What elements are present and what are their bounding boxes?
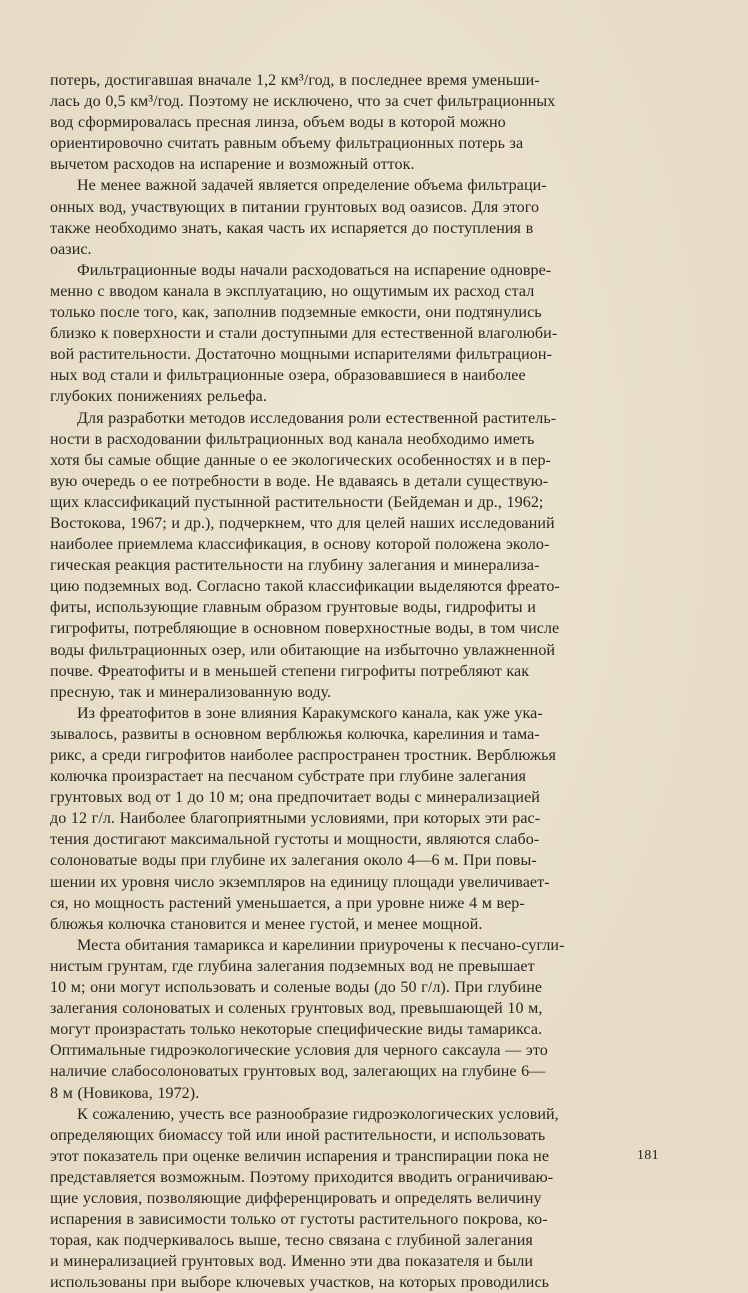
paragraph-3: Фильтрационные воды начали расходоваться на испарение одновре- менно с вводом канала в эксплуатацию, но ощутимым их расход стал только после того, как, заполнив подземные емкости, они подтянулись близко к поверхности и стали доступными для естественной влаголюби- вой растительности. Достаточно мощными испарителями фильтрацион- ных вод стали и фильтрационные озера, образовавшиеся в наиболее глубоких понижениях рельефа. — [50, 261, 558, 406]
paragraph-4: Для разработки методов исследования роли естественной раститель- ности в расходовании фильтрационных вод канала необходимо иметь хотя бы самые общие данные о ее экологических особенностях и в пер- вую очередь о ее потребности в воде. Не вдаваясь в детали существую- щих классификаций пустынной растительности (Бейдеман и др., 1962; Востокова, 1967; и др.), подчеркнем, что для целей наших исследований наиболее приемлема классификация, в основу которой положена эколо- гическая реакция растительности на глубину залегания и минерализа- цию подземных вод. Согласно такой классификации выделяются фреато- фиты, использующие главным образом грунтовые воды, гидрофиты и гигрофиты, потребляющие в основном поверхностные воды, в том числе воды фильтрационных озер, или обитающие на избыточно увлажненной почве. Фреатофиты и в меньшей степени гигрофиты потребляют как пресную, так и минерализованную воду. — [50, 409, 560, 701]
paragraph-5: Из фреатофитов в зоне влияния Каракумского канала, как уже ука- зывалось, развиты в основном верблюжья колючка, карелиния и тама- рикс, а среди гигрофитов наиболее распространен тростник. Верблюжья колючка произрастает на песчаном субстрате при глубине залегания грунтовых вод от 1 до 10 м; она предпочитает воды с минерализацией до 12 г/л. Наиболее благоприятными условиями, при которых эти рас- тения достигают максимальной густоты и мощности, являются слабо- солоноватые воды при глубине их залегания около 4—6 м. При повы- шении их уровня число экземпляров на единицу площади увеличивает- ся, но мощность растений уменьшается, а при уровне ниже 4 м вер- блюжья колючка становится и менее густой, и менее мощной. — [50, 704, 557, 933]
body-text — [50, 70, 702, 1293]
paragraph-7: К сожалению, учесть все разнообразие гидроэкологических условий, определяющих биомассу той или иной растительности, и использовать этот показатель при оценке величин испарения и транспирации пока не представляется возможным. Поэтому приходится вводить ограничиваю- щие условия, позволяющие дифференцировать и определять величину испарения в зависимости только от густоты растительного покрова, ко- торая, как подчеркивалось выше, тесно связана с глубиной залегания и минерализацией грунтовых вод. Именно эти два показателя и были использованы при выборе ключевых участков, на которых проводились — [50, 1105, 559, 1292]
paragraph-6: Места обитания тамарикса и карелинии приурочены к песчано-сугли- нистым грунтам, где глубина залегания подземных вод не превышает 10 м; они могут использовать и соленые воды (до 50 г/л). При глубине залегания солоноватых и соленых грунтовых вод, превышающей 10 м, могут произрастать только некоторые специфические виды тамарикса. Оптимальные гидроэкологические условия для черного саксаула — это наличие слабосолоноватых грунтовых вод, залегающих на глубине 6— 8 м (Новикова, 1972). — [50, 936, 565, 1102]
paragraph-1: потерь, достигавшая вначале 1,2 км³/год, в последнее время уменьши- лась до 0,5 км³/год. Поэтому не исключено, что за счет фильтрационных вод сформировалась пресная линза, объем воды в которой можно ориентировочно считать равным объему фильтрационных потерь за вычетом расходов на испарение и возможный отток. — [50, 72, 556, 174]
page-number: 181 — [637, 1148, 659, 1163]
paragraph-2: Не менее важной задачей является определение объема фильтраци- онных вод, участвующих в питании грунтовых вод оазисов. Для этого также необходимо знать, какая часть их испаряется до поступления в оазис. — [50, 177, 547, 258]
